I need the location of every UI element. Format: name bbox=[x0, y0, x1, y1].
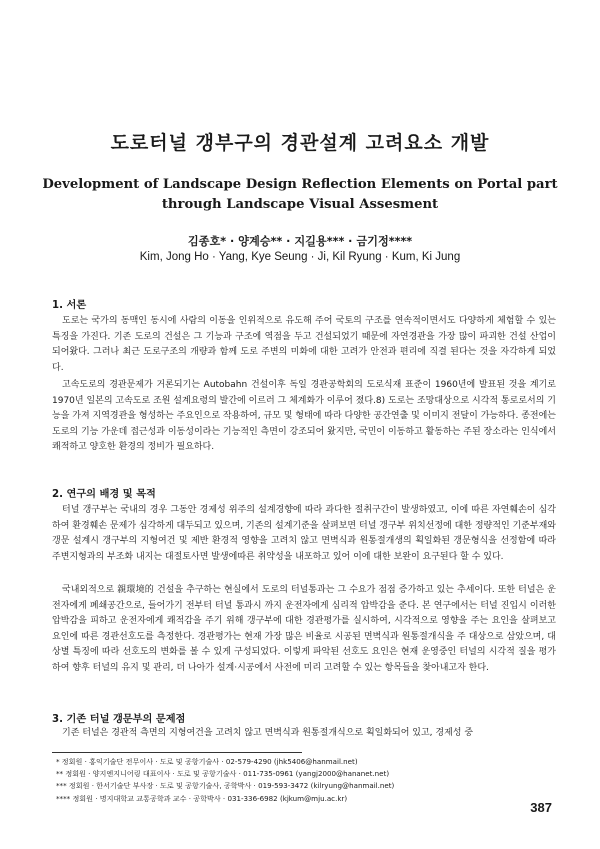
section-heading-intro: 1. 서론 bbox=[52, 300, 87, 311]
footnote-item: *** 정회원 · 한서기술단 부사장 · 도로 및 공항기술사, 공학박사 · 019-593-3472 (kilryung@hanmail.net) bbox=[56, 781, 395, 791]
author-footnotes bbox=[56, 756, 556, 805]
footnote-item: **** 정회원 · 명지대학교 교통공학과 교수 · 공학박사 · 031-336-6982 (kjkum@mju.ac.kr) bbox=[56, 793, 348, 803]
intro-paragraph-1: 도로는 국가의 동맥인 동시에 사람의 이동을 인위적으로 유도해 주어 국토의 구조를 연속적이면서도 다양하게 체험할 수 있는 특징을 가진다. 기존 도로의 건설은 그 기능과 구조에 역점을 두고 건설되었기 때문에 자연경관을 가장 많이 파괴한 건설 산업이 되어왔다. 그러나 최근 도로구조의 개량과 함께 도로 주변의 미화에 대한 고려가 안전과 편리에 직결 된다는 것을 자각하게 되었다. bbox=[52, 316, 556, 373]
section-heading-background: 2. 연구의 배경 및 목적 bbox=[52, 489, 156, 500]
background-paragraph-2: 국내외적으로 親環境的 건설을 추구하는 현실에서 도로의 터널통과는 그 수요가 점점 증가하고 있는 추세이다. 또한 터널은 운전자에게 폐쇄공간으로, 들어가기 전부터 터널 통과시 까지 운전자에게 심리적 압박감을 준다. 본 연구에서는 터널 진입시 이러한 압박감을 피하고 운전자에게 쾌적감을 주기 위해 갱구부에 대한 경관평가를 실시하여, 시각적으로 영향을 주는 요인을 살펴보고 요인에 따른 경관선호도를 측정한다. 경관평가는 현재 가장 많은 비율로 시공된 면벽식과 원통절개식을 주 대상으로 삼았으며, 대상별 특징에 따라 선호도의 변화를 볼 수 있게 구성되었다. 이렇게 파악된 선호도 요인은 현재 운영중인 터널의 시각적 질을 평가하여 향후 터널의 유지 및 관리, 더 나아가 설계·시공에서 사전에 미리 고려할 수 있는 항목들을 찾아내고자 한다. bbox=[52, 585, 556, 673]
footnote-divider bbox=[52, 752, 302, 753]
title-english: Development of Landscape Design Reflection Elements on Portal part through Landscape Visual Assesment bbox=[42, 177, 558, 212]
background-paragraph-1: 터널 갱구부는 국내의 경우 그동안 경제성 위주의 설계경향에 따라 과다한 절취구간이 발생하였고, 이에 따른 자연훼손이 심각하여 환경훼손 문제가 심각하게 대두되고 있으며, 기존의 설계기준을 살펴보면 터널 갱구부 위치선정에 대한 정량적인 기준부재와 갱문 설계시 갱구부의 지형여건 및 제반 환경적 영향을 고려치 않고 면벽식과 원통절개생의 획일화된 갱문형식을 선정함에 따라 주변지형과의 부조화 내지는 대절토사면 발생에따른 취약성을 내포하고 있어 이에 대한 보완이 요구된다 할 수 있다. bbox=[52, 505, 556, 562]
authors-english: Kim, Jong Ho · Yang, Kye Seung · Ji, Kil Ryung · Kum, Ki Jung bbox=[139, 251, 461, 263]
authors-korean: 김종호* · 양계승** · 지길용*** · 금기정**** bbox=[187, 235, 413, 248]
footnote-item: ** 정회원 · 양지엔지니어링 대표이사 · 도로 및 공항기술사 · 011-735-0961 (yangj2000@hananet.net) bbox=[56, 769, 390, 779]
footnote-item: * 정회원 · 홍익기술단 전무이사 · 도로 및 공항기술사 · 02-579-4290 (jhk5406@hanmail.net) bbox=[56, 757, 358, 766]
section-heading-problems: 3. 기존 터널 갱문부의 문제점 bbox=[52, 714, 186, 725]
page-number: 387 bbox=[530, 800, 552, 815]
problems-paragraph-1: 기존 터널은 경관적 측면의 지형여건을 고려치 않고 면벽식과 원통절개식으로 획일화되어 있고, 경제성 중 bbox=[62, 728, 474, 738]
intro-paragraph-2: 고속도로의 경관문제가 거론되기는 Autobahn 건설이후 독일 경관공학회의 도로식재 표준이 1960년에 발표된 것을 계기로 1970년 일본의 고속도로 조원 설계요령의 발간에 이르러 그 체계화가 이루어 졌다.8) 도로는 조망대상으로 시각적 통로로서의 기능을 가져 지역경관을 형성하는 주요인으로 작용하여, 규모 및 형태에 따라 다양한 공간연출 및 이미지 전달이 가능하다. 종전에는 도로의 기능 가운데 접근성과 이동성이라는 기능적인 측면이 강조되어 왔지만, 국민이 이동하고 활동하는 주된 장소라는 인식에서 쾌적하고 양호한 환경의 정비가 필요하다. bbox=[52, 380, 556, 453]
title-korean: 도로터널 갱부구의 경관설계 고려요소 개발 bbox=[110, 132, 490, 154]
